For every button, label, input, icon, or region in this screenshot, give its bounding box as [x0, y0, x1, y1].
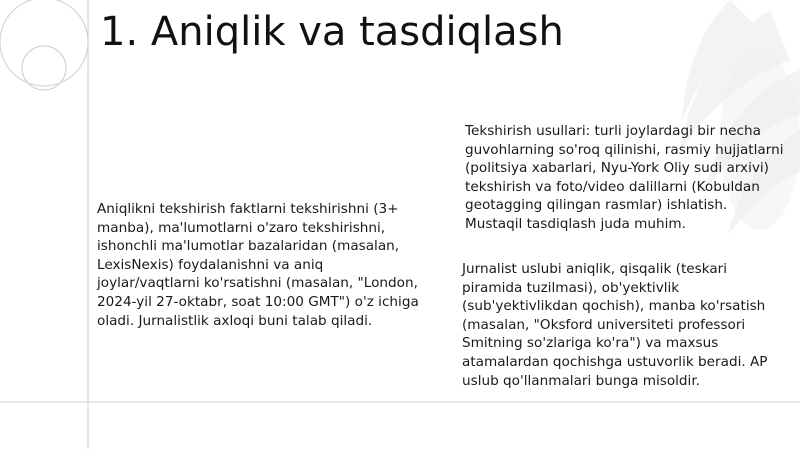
paragraph-verification-methods: Tekshirish usullari: turli joylardagi bir necha guvohlarning so'roq qilinishi, rasmiy hujjatlarni (politsiya xabarlari, Nyu-York Oliy sudi arxivi) tekshirish va foto/video dalillarni (Kobuldan geotagging qilingan rasmlar) ishlatish. Mustaqil tasdiqlash juda muhim. [465, 123, 784, 232]
paragraph-accuracy-check: Aniqlikni tekshirish faktlarni tekshirishni (3+ manba), ma'lumotlarni o'zaro tekshirishni, ishonchli ma'lumotlar bazalaridan (masalan, LexisNexis) foydalanishni va aniq joylar/vaqtlarni ko'rsatishni (masalan, "London, 2024-yil 27-oktabr, soat 10:00 GMT") o'z ichiga oladi. Jurnalistlik axloqi buni talab qiladi. [97, 201, 419, 329]
large-circle [0, 0, 88, 86]
small-circle [22, 46, 66, 90]
slide-title: 1. Aniqlik va tasdiqlash [100, 9, 564, 55]
paragraph-journalist-style: Jurnalist uslubi aniqlik, qisqalik (teskari piramida tuzilmasi), ob'yektivlik (sub'yektivlikdan qochish), manba ko'rsatish (masalan, "Oksford universiteti professori Smitning so'zlariga ko'ra") va maxsus atamalardan qochishga ustuvorlik beradi. AP uslub qo'llanmalari bunga misoldir. [462, 261, 768, 389]
